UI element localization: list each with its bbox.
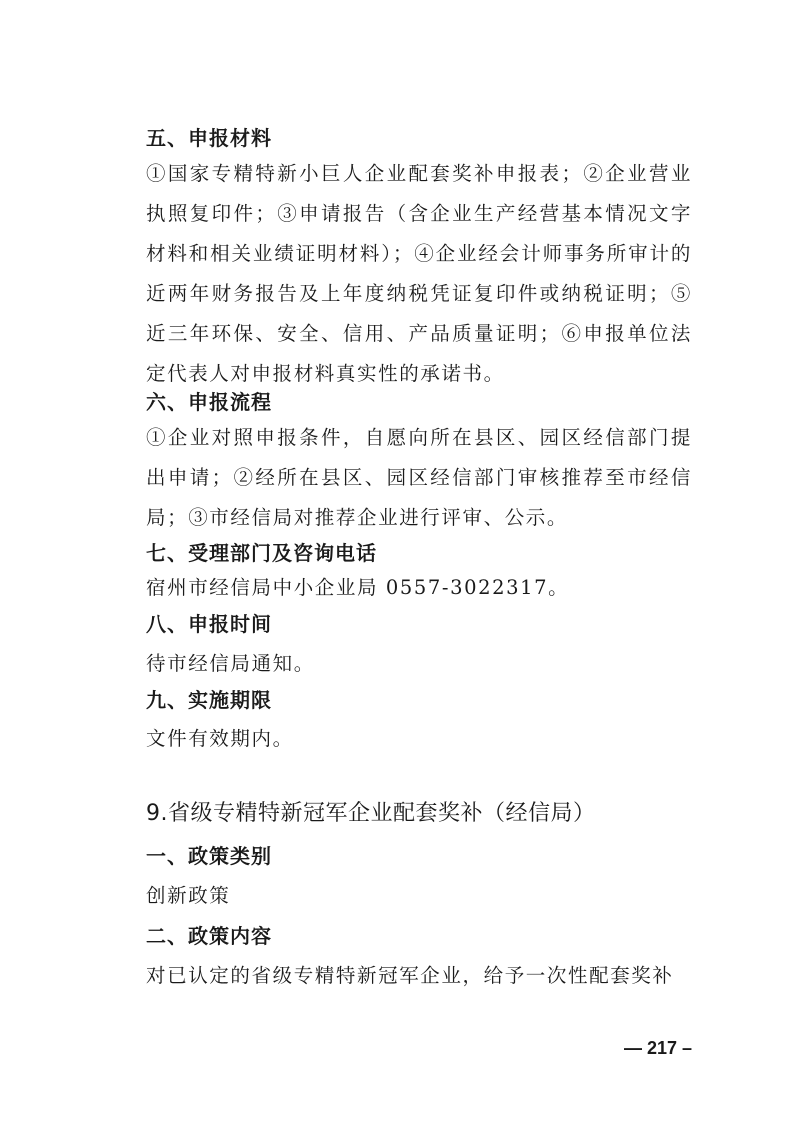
- section-body-policy-content: 对已认定的省级专精特新冠军企业，给予一次性配套奖补: [146, 964, 674, 987]
- section-body-contact: 宿州市经信局中小企业局 0557-3022317。: [146, 576, 570, 599]
- section-body-policy-category: 创新政策: [146, 884, 231, 907]
- policy-title: 9.省级专精特新冠军企业配套奖补（经信局）: [146, 801, 596, 826]
- section-heading-policy-content: 二、政策内容: [146, 924, 272, 948]
- section-heading-application-time: 八、申报时间: [146, 612, 272, 636]
- section-heading-contact: 七、受理部门及咨询电话: [146, 541, 377, 565]
- section-body-application-time: 待市经信局通知。: [146, 652, 315, 675]
- section-heading-application-process: 六、申报流程: [146, 390, 272, 414]
- section-body-application-process: ①企业对照申报条件，自愿向所在县区、园区经信部门提出申请；②经所在县区、园区经信部门审核推荐至市经信局；③市经信局对推荐企业进行评审、公示。: [146, 426, 692, 529]
- section-heading-validity-period: 九、实施期限: [146, 688, 272, 712]
- section-body-application-materials: ①国家专精特新小巨人企业配套奖补申报表；②企业营业执照复印件；③申请报告（含企业生产经营基本情况文字材料和相关业绩证明材料）；④企业经会计师事务所审计的近两年财务报告及上年度纳税凭证复印件或纳税证明；⑤近三年环保、安全、信用、产品质量证明；⑥申报单位法定代表人对申报材料真实性的承诺书。: [146, 162, 692, 385]
- section-body-validity-period: 文件有效期内。: [146, 727, 294, 750]
- section-heading-policy-category: 一、政策类别: [146, 844, 272, 868]
- section-heading-application-materials: 五、申报材料: [146, 126, 272, 150]
- page-number: — 217 –: [624, 1038, 693, 1058]
